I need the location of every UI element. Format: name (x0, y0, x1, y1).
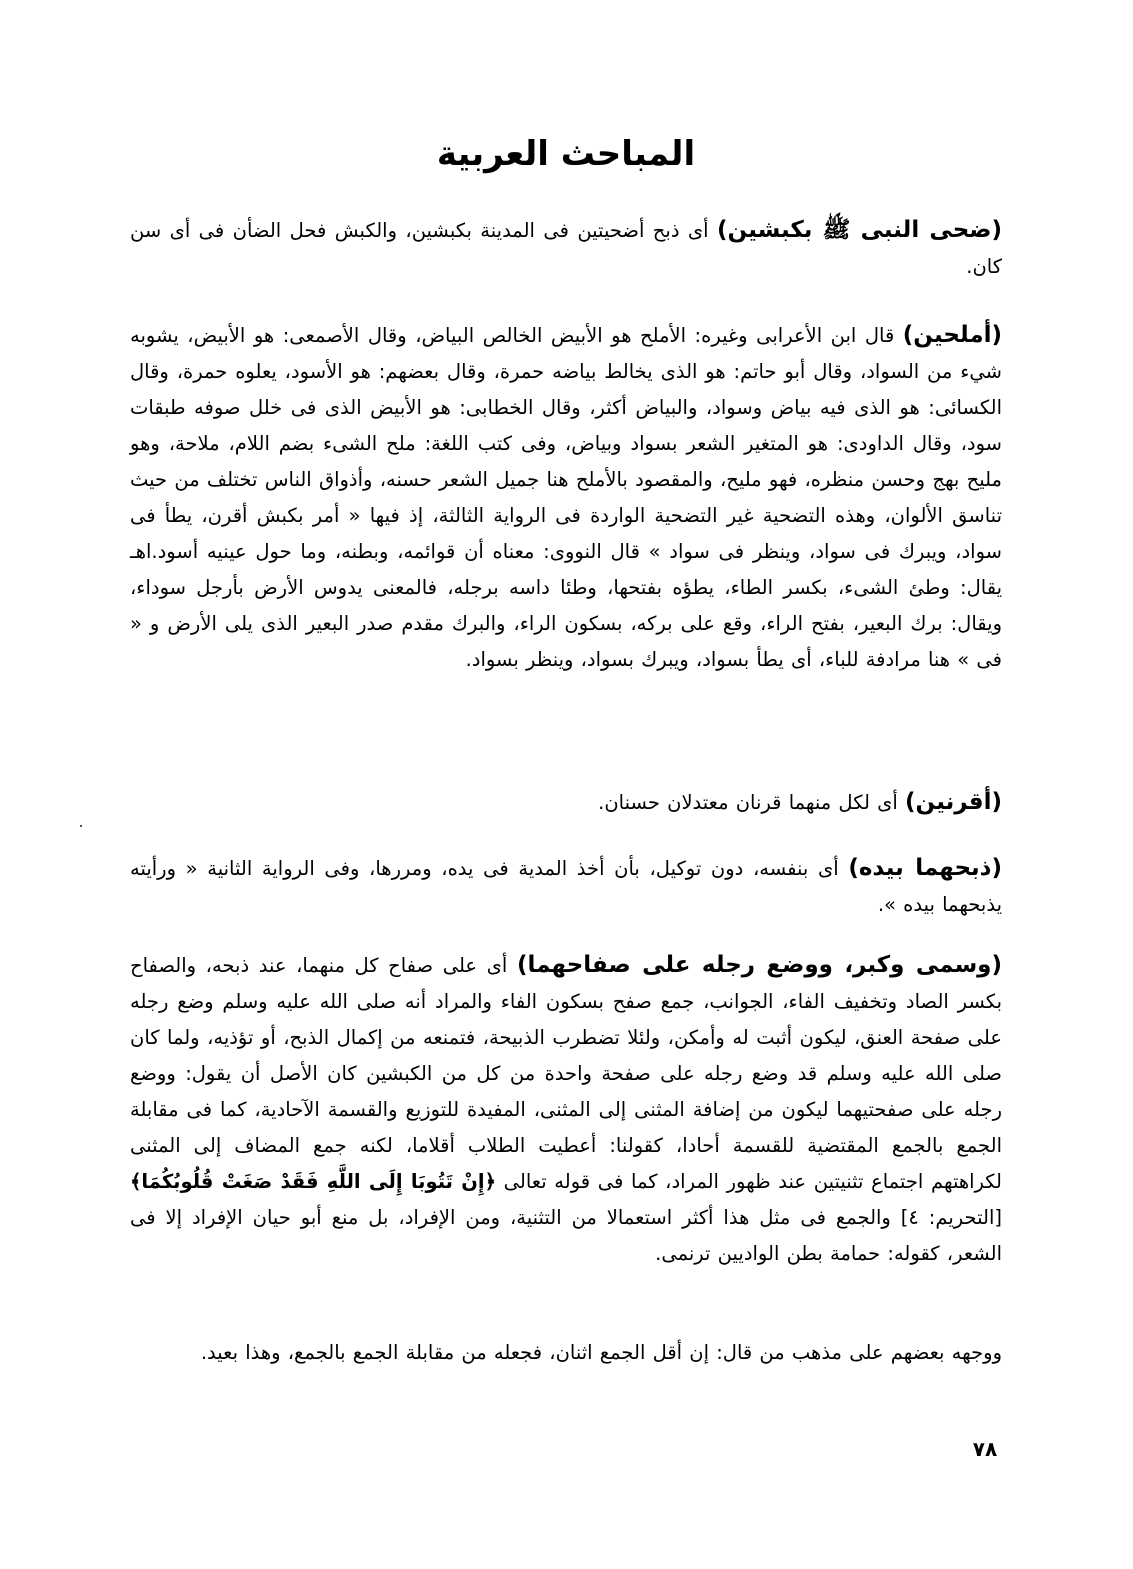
paragraph-text-continued: [التحريم: ٤] والجمع فى مثل هذا أكثر استعمالا من التثنية، ومن الإفراد، بل منع أبو حيان الإفراد إلا فى الشعر، كقوله: حمامة بطن الواديين ترنمى. (130, 1205, 1002, 1265)
paragraph-amlahayn (130, 317, 1028, 678)
lemma-heading: (أقرنين) (905, 788, 1002, 815)
paragraph-wajjahahu (130, 1335, 1028, 1371)
paragraph-text: أى بنفسه، دون توكيل، بأن أخذ المدية فى يده، ومررها، وفى الرواية الثانية « ورأيته يذبحهما بيده ». (130, 856, 1002, 916)
paragraph-aqranayn (130, 784, 1028, 821)
paragraph-text: أى لكل منهما قرنان معتدلان حسنان. (598, 790, 905, 814)
paragraph-text: قال ابن الأعرابى وغيره: الأملح هو الأبيض الخالص البياض، وقال الأصمعى: هو الأبيض، يشوبه شيء من السواد، وقال أبو حاتم: هو الذى يخالط بياضه حمرة، وقال بعضهم: هو الأسود، يعلوه حمرة، وقال الكسائى: هو الذى فيه بياض وسواد، والبياض أكثر، وقال الخطابى: هو الأبيض الذى فى خلل صوفه طبقات سود، وقال الداودى: هو المتغير الشعر بسواد وبياض، وفى كتب اللغة: ملح الشىء بضم اللام، ملاحة، وهو مليح بهج وحسن منظره، فهو مليح، والمقصود بالأملح هنا جميل الشعر حسنه، وأذواق الناس تختلف من حيث تناسق الألوان، وهذه التضحية غير التضحية الواردة فى الرواية الثالثة، إذ فيها « أمر بكبش أقرن، يطأ فى سواد، ويبرك فى سواد، وينظر فى سواد » قال النووى: معناه أن قوائمه، وبطنه، وما حول عينيه أسود.اهـ يقال: وطئ الشىء، بكسر الطاء، يطؤه بفتحها، وطئا داسه برجله، فالمعنى يدوس الأرض بأرجل سوداء، ويقال: برك البعير، بفتح الراء، وقع على بركه، بسكون الراء، والبرك مقدم صدر البعير الذى يلى الأرض و « فى » هنا مرادفة للباء، أى يطأ بسواد، ويبرك بسواد، وينظر بسواد. (130, 323, 1002, 671)
paragraph-text: أى على صفاح كل منهما، عند ذبحه، والصفاح بكسر الصاد وتخفيف الفاء، الجوانب، جمع صفح بسكون الفاء والمراد أنه صلى الله عليه وسلم وضع رجله على صفحة العنق، ليكون أثبت له وأمكن، ولئلا تضطرب الذبيحة، فتمنعه من إكمال الذبح، أو تؤذيه، ولما كان صلى الله عليه وسلم قد وضع رجله على صفحة واحدة من كل من الكبشين كان الأصل أن يقول: ووضع رجله على صفحتيهما ليكون من إضافة المثنى إلى المثنى، المفيدة للتوزيع والقسمة الآحادية، كما فى مقابلة الجمع بالجمع المقتضية للقسمة أحادا، كقولنا: أعطيت الطلاب أقلاما، لكنه جمع المضاف إلى المثنى لكراهتهم اجتماع تثنيتين عند ظهور المراد، كما فى قوله تعالى (130, 953, 1002, 1193)
lemma-heading: (ضحى النبى ﷺ بكبشين) (717, 216, 1003, 243)
lemma-heading: (وسمى وكبر، ووضع رجله على صفاحهما) (516, 951, 1002, 978)
lemma-heading: (ذبحهما بيده) (848, 854, 1002, 881)
paragraph-dahha (130, 212, 1028, 285)
paragraph-sammaa-wa-kabbar (130, 947, 1028, 1272)
paragraph-dhabahahuma (130, 850, 1028, 923)
page-title: المباحث العربية (436, 133, 696, 174)
paragraph-text: ووجهه بعضهم على مذهب من قال: إن أقل الجمع اثنان، فجعله من مقابلة الجمع بالجمع، وهذا بعيد. (200, 1340, 1002, 1364)
page-number: ٧٨ (972, 1437, 998, 1461)
paragraph-text: أى ذبح أضحيتين فى المدينة بكبشين، والكبش فحل الضأن فى أى سن كان. (130, 218, 1002, 278)
scan-artifact (80, 825, 82, 827)
quran-verse: ﴿إِنْ تَتُوبَا إِلَى اللَّهِ فَقَدْ صَغَتْ قُلُوبُكُمَا﴾ (130, 1169, 496, 1193)
lemma-heading: (أملحين) (902, 321, 1002, 348)
